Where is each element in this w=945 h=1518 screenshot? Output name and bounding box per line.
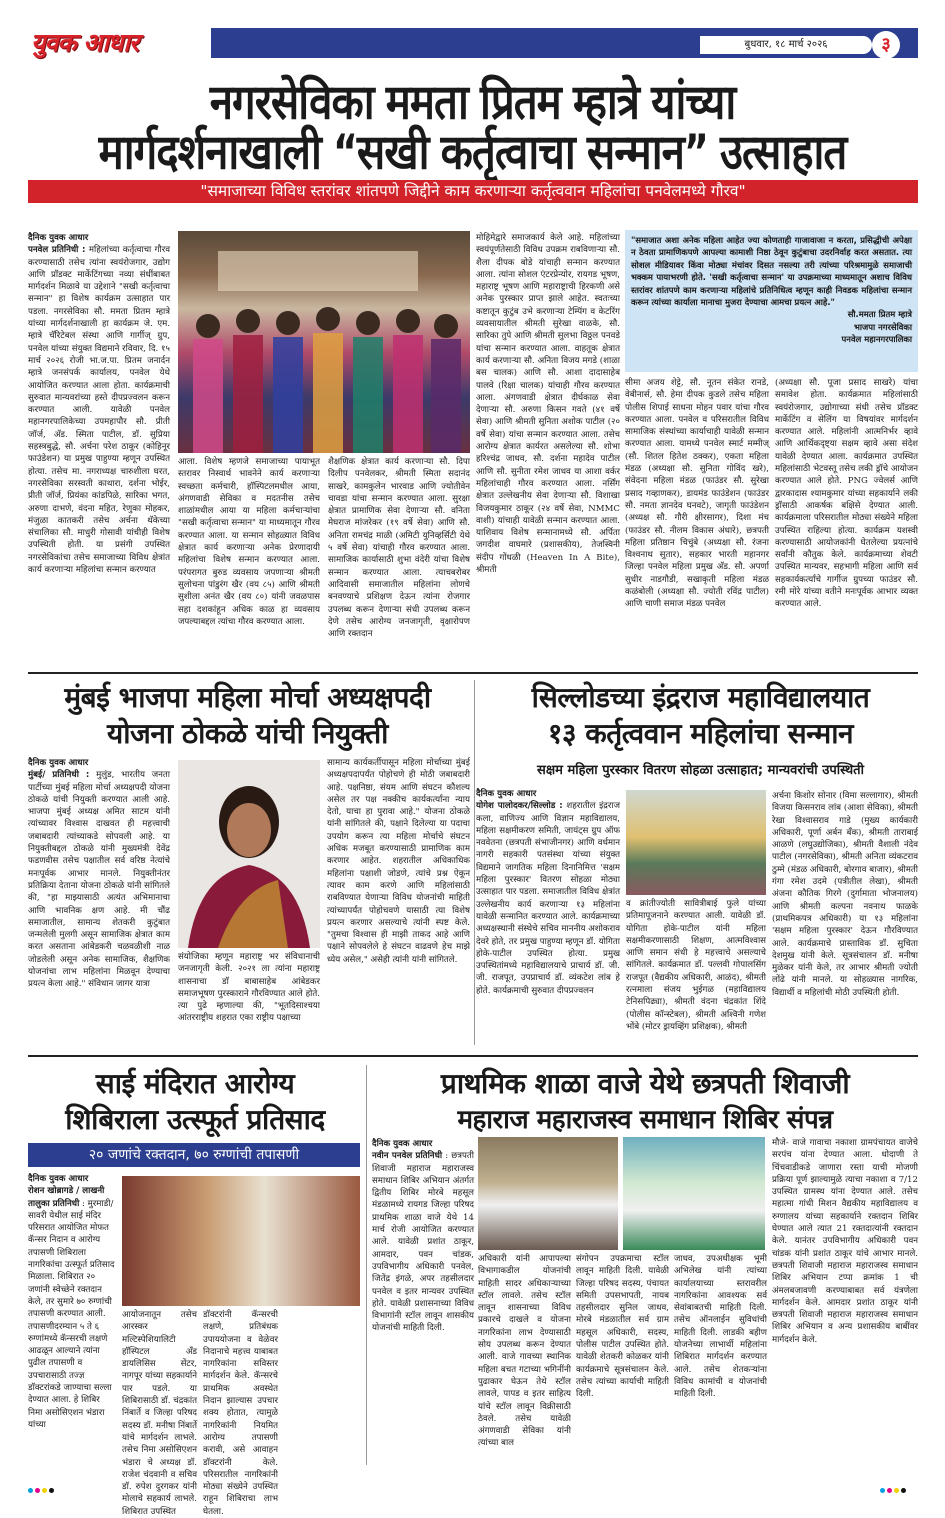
- shala-headline-line1: प्राथमिक शाळा वाजे येथे छत्रपती शिवाजी: [440, 1067, 850, 1100]
- body-text: : छत्रपती शिवाजी महाराज महाराजस्व समाधान शिबिर अभियान अंतर्गत द्वितीय शिबिर मोरबे महसूल मंडळामध्ये रायगड जिल्हा परिषद प्राथमिक शाळा वाजे येथे 14 मार्च रोजी आयोजित करण्यात आले. यावेळी प्रशांत ठाकूर, आमदार, पवन चांडक, उपविभागीय अधिकारी पनवेल, जितेंद्र इंगळे, अपर तहसीलदार पनवेल व इतर मान्यवर उपस्थित होते. यावेळी प्रशासनाच्या विविध विभागांनी स्टॉल लावून शासकीय योजनांची माहिती दिली.: [372, 1151, 474, 1334]
- mumbai-column-2: सामान्य कार्यकर्तीपासून महिला मोर्चाच्या मुंबई अध्यक्षपदापर्यंत पोहोचणे ही मोठी जबाबदारी आहे. पक्षनिष्ठा, संयम आणि संघटन कौशल्य असेल तर पक्ष नक्कीच कार्यकर्त्यांना न्याय देतो, याचा हा पुरावा आहे." योजना ठोकळे यांनी सांगितले की, पक्षाने दिलेल्या या पदाचा उपयोग करून त्या महिला मोर्चाचे संघटन अधिक मजबूत करण्यासाठी प्रामाणिक काम करणार आहेत. शहरातील अधिकाधिक महिलांना पक्षाशी जोडणे, त्यांचे प्रश्न ऐकून त्यावर काम करणे आणि महिलांसाठी राबविण्यात येणाऱ्या विविध योजनांची माहिती त्यांच्यापर्यंत पोहोचवणे यासाठी त्या विशेष प्रयत्न करणार असल्याचे त्यांनी स्पष्ट केले. "तुमचा विश्वास ही माझी ताकद आहे आणि पक्षाने सोपवलेले हे संघटन वाढवणे हेच माझे ध्येय असेल," असेही त्यांनी यांनी सांगितले.: [327, 758, 470, 965]
- shala-column-1: [372, 1138, 474, 1463]
- shala-column-2: अधिकारी यांनी आपापल्या विभागाकडील योजनांची माहिती सादर अधिकाऱ्याच्या स्टॉल लावले. तसेच स्टॉल लावून शासनाच्या विविध प्रकारचे दाखले व योजना नागरिकांना लाभ देण्यासाठी सोय उपलब्ध करून देण्यात आली. वाजे गावच्या स्थानिक महिला बचत गटाच्या भगिनींनी पुढाकार घेऊन तेथे स्टॉल लावले, पापड व इतर साहित्य यांचे स्टॉल लावून विक्रीसाठी ठेवले. तसेच यावेळी अंगणवाडी सेविका यांनी त्यांच्या बाल: [478, 1254, 571, 1449]
- byline: दैनिक युवक आधार: [28, 233, 89, 243]
- body-text: महिलांच्या कर्तृत्वाचा गौरव करण्यासाठी तसेच त्यांना स्वयंरोजगार, उद्योग आणि प्रॉडक्ट मार्केटिंगच्या नव्या संधींबाबत मार्गदर्शन मिळावे या उद्देशाने "सखी कर्तृत्वाचा सन्मान" हा विशेष कार्यक्रम उत्साहात पार पडला. नगरसेविका सौ. ममता प्रितम म्हात्रे यांच्या मार्गदर्शनाखाली हा कार्यक्रम जे. एम. म्हात्रे चॅरिटेबल संस्था आणि गार्गीज् ग्रुप, पनवेल यांच्या संयुक्त विद्यमाने रविवार, दि. १५ मार्च २०२६ रोजी भा.ज.पा. प्रितम जनार्दन म्हात्रे जनसंपर्क कार्यालय, पनवेल येथे आयोजित करण्यात आला होता. कार्यक्रमाची सुरुवात मान्यवरांच्या हस्ते दीपप्रज्वलन करून करण्यात आली. यावेळी पनवेल महानगरपालिकेच्या उपमहापौर सौ. प्रीती जॉर्ज, अ‍ॅड. स्मिता पाटील, डॉ. सुप्रिया सहस्त्रबुद्धे, सौ. अर्चना परेश ठाकूर (कोहिनूर फाउंडेशन) या प्रमुख पाहुण्या म्हणून उपस्थित होत्या. तसेच मा. नगराध्यक्ष चारुशीला घरत, नगरसेविका सरस्वती काथारा, दर्शना भोईर, प्रीती जॉर्ज, प्रियंका कांडपिळे, सारिका भगत, अरुणा दाभणे, वंदना महित, रेणुका मोहकर, मंजुळा कातकरी तसेच अर्चना थॅकेच्या संचालिका सौ. माधुरी गोसावी यांचीही विशेष उपस्थिती होती. या प्रसंगी उपस्थित नगरसेविकांचा तसेच समाजाच्या विविध क्षेत्रांत कार्य करणाऱ्या महिलांचा सन्मान करण्यात: [28, 245, 170, 576]
- lead-column-5: सीमा अजय शेट्टे, सौ. नूतन संकेत रानडे, वेबीनार्स, सौ. हेमा दीपक कुडले तसेच महिला पोलीस शिपाई साधना मोहन पवार यांचा गौरव करण्यात आला. पनवेल व परिसरातील विविध सामाजिक संस्थांच्या कार्याचाही यावेळी सन्मान करण्यात आला. यामध्ये पनवेल स्मार्ट मम्मीज् (सौ. शितल हितेश ठक्कर), एकता महिला मंडळ (अध्यक्षा सौ. सुनिता गोविंद खरे), संवेदना महिला मंडळ (फाउंडर सौ. सुरेखा प्रसाद गव्हाणकर), डायमंड फाउंडेशन (फाउंडर सौ. नमता ज्ञानदेव घनवटे), जागृती फाउंडेशन (अध्यक्ष सौ. गौरी क्षीरसागर), दिशा मंच (फाउंडर सौ. नीलम विकास अंधारे), छत्रपती महिला प्रतिष्ठान चिचुंबे (अध्यक्षा सौ. रंजना विश्वनाथ सुतार), सहकार भारती महानगर जिल्हा पनवेल महिला प्रमुख अ‍ॅड. सौ. अपर्णा सुधीर नाडगौडी, सखाकृती महिला मंडळ कळंबोली (अध्यक्षा सौ. ज्योती रविंद्र पाटील) आणि चाणी समाज मंडळ पनवेल: [625, 378, 769, 610]
- sillod-column-3: अर्चना किशोर सोनार (विमा सल्लागार), श्रीमती विजया किसनराव लांब (आशा सेविका), श्रीमती रेखा विश्वासराव गाडे (मुख्य कार्यकारी अधिकारी, पूर्णा अर्बन बँक), श्रीमती ताराबाई आळणे (लघुउद्योजिका), श्रीमती वैशाली नंदेव पाटील (नगरसेविका), श्रीमती अनिता व्यंकटराव ठुम्मे (मंडळ अधिकारी, बोरगाव बाजार), श्रीमती गंगा रमेश उदमे (पत्रीतील लेखा), श्रीमती अंजना कौतिक गिरगे (दुर्गामाता भोजनालय) आणि श्रीमती कल्पना नवनाथ फाळके (प्राथमिकपत्र अधिकारी) या १३ महिलांना 'सक्षम महिला पुरस्कार' देऊन गौरविण्यात आले. कार्यक्रमाचे प्रास्ताविक डॉ. सुचिता देशमुख यांनी केले. सूत्रसंचालन डॉ. मनीषा मुळेकर यांनी केले, तर आभार श्रीमती ज्योती लोंढे यांनी मानले. या सोहळ्यास नागरिक, विद्यार्थी व महिलांची मोठी उपस्थिती होती.: [772, 791, 918, 998]
- sai-banner: २० जणांचे रक्तदान, ७० रुग्णांची तपासणी: [28, 1143, 360, 1167]
- lead-headline-line2: मार्गदर्शनाखाली “सखी कर्तृत्वाचा सन्मान” उत्साहात: [98, 123, 847, 180]
- byline: दैनिक युवक आधार: [28, 758, 89, 768]
- newspaper-logo: युवक आधार: [28, 26, 211, 59]
- sai-column-1: [28, 1173, 116, 1463]
- byline: दैनिक युवक आधार: [28, 1174, 89, 1184]
- portrait-caption: संयोजिका म्हणून महाराष्ट्र भर संविधानाची जनजागृती केली. २०२१ ला त्यांना महाराष्ट्र शासनाचा डॉ बाबासाहेब आंबेडकर समाजभूषण पुरस्काराने गौरविण्यात आले होते. त्या पुढे म्हणाल्या की, "भूतदिसाश्चया आंतरराष्ट्रीय शहरात एका राष्ट्रीय पक्षाच्या: [178, 952, 320, 1024]
- byline: दैनिक युवक आधार: [476, 789, 537, 799]
- sillod-headline-line1: सिल्लोडच्या इंद्रराज महाविद्यालयात: [531, 681, 870, 714]
- sai-headline-line2: शिबिराला उत्स्फूर्त प्रतिसाद: [65, 1103, 325, 1136]
- registration-dots-left: [28, 1478, 56, 1497]
- shala-column-3: संगोपन उपक्रमाचा स्टॉल लावून माहिती दिली. यावेळी जिल्हा परिषद सदस्य, पंचायत समिती उपसभापती, नायब तहसीलदार सुनिल जाधव, मोरबे मंडळातील सर्व ग्राम महसूल अधिकारी, सदस्य, पोलीस पाटील उपस्थित होते. यावेळी शेतकरी कोळकर यांनी कार्यक्रमाचे सूत्रसंचालन केले. तसेच त्यांच्या कार्याची माहिती दिली.: [576, 1254, 669, 1400]
- lead-column-3: शैक्षणिक क्षेत्रात कार्य करणाऱ्या सौ. दिपा दिलीप पनवेलकर, श्रीमती स्मिता सदानंद साखरे, कामकुलेन भारवाड आणि ज्योतीवेन चावडा यांचा सन्मान करण्यात आला. सुरक्षा क्षेत्रात प्रामाणिक सेवा देणाऱ्या सौ. वनिता मेघराज मांजरेकर (१९ वर्षे सेवा) आणि सौ. अनिता रामचंद्र माळी (अमिटी युनिव्हर्सिटी येथे ५ वर्षे सेवा) यांचाही गौरव करण्यात आला. सामाजिक कार्यासाठी शुभा वंदेरी यांचा विशेष सन्मान करण्यात आला. त्याचबरोबर आदिवासी समाजातील महिलांना लोणचे बनवण्याचे प्रशिक्षण देऊन त्यांना रोजगार उपलब्ध करून देणाऱ्या संधी उपलब्ध करून देणे तसेच आरोग्य जनजागृती, वृक्षारोपण आणि रक्तदान: [328, 457, 470, 640]
- shala-column-5: मौजे- वाजे गावाचा नकाशा ग्रामपंचायत वाजेचे सरपंच यांना देण्यात आला. धोदाणी ते चिंचवाडीकडे जाणारा रस्ता याची मोजणी प्रक्रिया पूर्ण झाल्यामुळे त्याचा नकाशा व 7/12 उपस्थित ग्रामस्थ यांना देण्यात आले. तसेच महात्मा गांधी मिशन वैद्यकीय महाविद्यालय व रुग्णालय यांच्या सहकार्याने रक्तदान शिबिर घेण्यात आले त्यात 21 रक्तदात्यांनी रक्तदान केले. यानंतर उपविभागीय अधिकारी पवन चांडक यांनी प्रशांत ठाकूर यांचे आभार मानले. छत्रपती शिवाजी महाराज महाराजस्व समाधान शिबिर अभियान टप्पा क्रमांक 1 ची अंमलबजावणी करण्याबाबत सर्व यंत्रणेला मार्गदर्शन केले. आमदार प्रशांत ठाकूर यांनी छत्रपती शिवाजी महाराज महाराजस्व समाधान शिबिर अभियान व अन्य प्रशासकीय बाबींवर मार्गदर्शन केले.: [772, 1138, 918, 1345]
- sillod-award-photo: [626, 790, 766, 895]
- mumbai-headline-line1: मुंबई भाजपा महिला मोर्चा अध्यक्षपदी: [64, 681, 431, 714]
- sai-headline-line1: साई मंदिरात आरोग्य: [95, 1067, 295, 1100]
- group-photo-illustration: [178, 231, 470, 453]
- health-camp-photo: [122, 1176, 360, 1306]
- mumbai-headline-line2: योजना ठोकळे यांची नियुक्ती: [107, 717, 388, 750]
- byline: दैनिक युवक आधार: [372, 1139, 433, 1149]
- mumbai-column-1: [28, 757, 170, 1047]
- portrait-illustration: [178, 760, 320, 948]
- sai-column-3: डॉक्टरांनी कॅन्सरची लक्षणे, प्रतिबंधक उपाययोजना व वेळेवर निदानाचे महत्त्व याबाबत नागरिकांना सविस्तर मार्गदर्शन केले. कॅन्सरचे प्राथमिक अवस्थेत निदान झाल्यास उपचार शक्य होतात, त्यामुळे नागरिकांनी नियमित आरोग्य तपासणी करावी, असे आवाहन डॉक्टरांनी केले. परिसरातील नागरिकांनी मोठ्या संख्येने उपस्थित राहून शिबिराचा लाभ घेतला.: [203, 1310, 278, 1517]
- pull-quote-box: [625, 230, 918, 372]
- lead-column-1: [28, 232, 170, 664]
- lead-headline-line1: नगरसेविका ममता प्रितम म्हात्रे यांच्या: [209, 73, 736, 130]
- lead-banner: "समाजाच्या विविध स्तरांवर शांतपणे जिद्दीने काम करणाऱ्या कर्तृत्ववान महिलांचा पनवेलमध्ये गौरव": [28, 180, 918, 203]
- dateline: रोशन खोब्रागडे / लाखनी तालुका प्रतिनिधी: [28, 1186, 105, 1209]
- quote-signature-title: भाजपा नगरसेविका: [854, 321, 912, 332]
- yojana-thokale-portrait: [178, 760, 320, 948]
- column-rule: [366, 1065, 367, 1465]
- lead-photo-women-honored: [178, 231, 470, 453]
- section-divider: [28, 1055, 918, 1057]
- lead-column-4: मोहिमेद्वारे समाजकार्य केले आहे. महिलांच्या स्वयंपूर्णतेसाठी विविध उपक्रम राबविणाऱ्या सौ. शैला दीपक बोडे यांचाही सन्मान करण्यात आला. त्यांना सोशल एंटरप्रेन्योर, रायगड भूषण, महाराष्ट्र भूषण आणि महाराष्ट्राची हिरकणी असे अनेक पुरस्कार प्राप्त झाले आहेत. स्वतःच्या कष्टातून कुटुंब उभे करणाऱ्या टेम्पिंग व केटरिंग व्यवसायातील श्रीमती सुरेखा वाळके, सौ. सारिका तुपे आणि श्रीमती सुलभा विठ्ठल पनवडे यांचा सन्मान करण्यात आला. वाहतूक क्षेत्रात कार्य करणाऱ्या सौ. अनिता विजय मगडे (शाळा बस चालक) आणि सौ. आशा दादासाहेब पालवे (रिक्षा चालक) यांचाही गौरव करण्यात आला. अंगणवाडी क्षेत्रात दीर्घकाळ सेवा देणाऱ्या सौ. अरुणा किसन गवते (४१ वर्षे सेवा) आणि श्रीमती सुनिता अशोक पाटील (२० वर्षे सेवा) यांचा सन्मान करण्यात आला. तसेच आरोग्य क्षेत्रात कार्यरत असलेल्या सौ. शोभा हरिश्चंद्र जाधव, सौ. दर्शना महादेव पाटील आणि सौ. सुनीता रमेश जाधव या आशा वर्कर महिलांचाही गौरव करण्यात आला. नर्सिंग क्षेत्रात उल्लेखनीय सेवा देणाऱ्या सौ. विशाखा विजयकुमार ठाकूर (२४ वर्षे सेवा, NMMC वाशी) यांचाही यावेळी सन्मान करण्यात आला. याशिवाय विशेष सन्मानामध्ये सौ. अर्पिता जगदीश वाघमारे (प्रशासकीय), तेजस्विनी संदीप गोंधळी (Heaven In A Bite), श्रीमती: [476, 233, 620, 576]
- sillod-column-1: [476, 788, 620, 1046]
- quote-signature-name: सौ.ममता प्रितम म्हात्रे: [847, 309, 912, 320]
- lead-column-6: (अध्यक्षा सौ. पूजा प्रसाद साखरे) यांचा समावेश होता. कार्यक्रमात महिलांसाठी स्वयंरोजगार, उद्योगाच्या संधी तसेच प्रॉडक्ट मार्केटिंग व सेलिंग या विषयांवर मार्गदर्शन करण्यात आले. महिलांनी आत्मनिर्भर व्हावे आणि आर्थिकदृष्ट्या सक्षम व्हावे असा संदेश यावेळी देण्यात आला. कार्यक्रमात उपस्थित महिलांसाठी भेटवस्तू तसेच लकी ड्रॉचे आयोजन करण्यात आले होते. PNG ज्वेलर्स आणि द्वारकादास श्यामकुमार यांच्या सहकार्याने लकी ड्रॉसाठी आकर्षक बक्षिसे देण्यात आली. कार्यक्रमाला परिसरातील मोठ्या संख्येने महिला उपस्थित राहिल्या होत्या. कार्यक्रम यशस्वी करण्यासाठी आयोजकांनी घेतलेल्या प्रयत्नांचे सर्वांनी कौतुक केले. कार्यक्रमाच्या शेवटी उपस्थित मान्यवर, सहभागी महिला आणि सर्व सहकार्यकर्त्यांचे गार्गीज ग्रुपच्या फाउंडर सौ. रमी मोरे यांच्या वतीने मनःपूर्वक आभार व्यक्त करण्यात आले.: [775, 378, 918, 610]
- section-divider: [28, 672, 918, 674]
- issue-date: बुधवार, १८ मार्च २०२६: [700, 36, 872, 54]
- body-text: : मुरमाडी/सावरी येथील साई मंदिर परिसरात आयोजित मोफत कॅन्सर निदान व आरोग्य तपासणी शिबिराला नागरिकांचा उत्स्फूर्त प्रतिसाद मिळाला. शिबिरात २० जणांनी स्वेच्छेने रक्तदान केले, तर सुमारे ७० रुग्णांची तपासणी करण्यात आली. तपासणीदरम्यान ५ ते ६ रुग्णांमध्ये कॅन्सरची लक्षणे आढळून आल्याने त्यांना पुढील तपासणी व उपचारासाठी तज्ज्ञ डॉक्टरांकडे जाण्याचा सल्ला देण्यात आला. हे शिबिर निमा असोसिएशन भंडारा यांच्या: [28, 1198, 115, 1430]
- sai-column-2: आयोजनातून तसेच आरस्कर मल्टिस्पेशियालिटी हॉस्पिटल अँड डायलिसिस सेंटर, नागपूर यांच्या सहकार्याने पार पडले. या शिबिरासाठी डॉ. चंद्रकांत निंबार्ते व जिल्हा परिषद सदस्य डॉ. मनीषा निंबार्ते यांचे मार्गदर्शन लाभले. तसेच निमा असोसिएशन भंडारा चे अध्यक्ष डॉ. राजेश चंदवानी व सचिव डॉ. रुपेश दुरगकर यांनी मोलाचे सहकार्य लाभले. शिबिरात उपस्थित: [122, 1310, 197, 1517]
- quote-signature-org: पनवेल महानगरपालिका: [841, 334, 912, 345]
- dateline: योगेश पालोदकर/सिल्लोड :: [476, 801, 563, 812]
- camp-group-photo: [478, 1137, 618, 1250]
- sillod-headline-line2: १३ कर्तृत्ववान महिलांचा सन्मान: [547, 717, 854, 750]
- camp-stage-photo: [623, 1137, 765, 1250]
- registration-dots-right: [880, 1478, 908, 1497]
- body-text: मुलुंड, भारतीय जनता पार्टीच्या मुंबई महिला मोर्चा अध्यक्षपदी योजना ठोकळे यांची नियुक्ती करण्यात आली आहे. भाजपा मुंबई अध्यक्ष अमित साटम यांनी त्यांच्यावर विश्वास दाखवत ही महत्त्वाची जबाबदारी त्यांच्याकडे सोपवली आहे. या नियुक्तीबद्दल ठोकळे यांनी मुख्यमंत्री देवेंद्र फडणवीस तसेच पक्षातील सर्व वरिष्ठ नेत्यांचे मनःपूर्वक आभार मानले. नियुक्तीनंतर प्रतिक्रिया देताना योजना ठोकळे यांनी सांगितले की, "हा माझ्यासाठी अत्यंत अभिमानाचा आणि भावनिक क्षण आहे. मी चौंढ समाजातील, सामान्य शेतकरी कुटुंबात जन्मलेली मुलगी असून सामाजिक क्षेत्रात काम करत असताना आंबेडकरी चळवळीशी नाळ जोडलेली असून अनेक सामाजिक, शैक्षणिक योजनांचा लाभ महिलांना मिळवून देण्याचा प्रयत्न केला आहे." संविधान जागर यात्रा: [28, 770, 170, 990]
- dateline: पनवेल प्रतिनिधी :: [28, 245, 86, 256]
- dateline: मुंबई/ प्रतिनिधी :: [28, 770, 90, 781]
- dateline: नवीन पनवेल प्रतिनिधी: [372, 1151, 443, 1162]
- sai-column-3-continued: [284, 1309, 360, 1461]
- quote-text: "समाजात अशा अनेक महिला आहेत ज्या कोणताही गाजावाजा न करता, प्रसिद्धीची अपेक्षा न ठेवता प्रामाणिकपणे आपल्या कामाशी निष्ठा ठेवून कुटुंबाचा उदरनिर्वाह करत असतात. त्या सोशल मीडियावर किंवा मोठ्या मंचांवर दिसत नसल्या तरी त्यांच्या परिश्रमामुळे समाजाची भक्कम पायाभरणी होते. 'सखी कर्तृत्वाचा सन्मान' या उपक्रमाच्या माध्यमातून अशाच विविध स्तरांवर शांतपणे काम करणाऱ्या महिलांचे प्रतिनिधित्व म्हणून काही निवडक महिलांचा सन्मान करून त्यांच्या कार्याला मानाचा मुजरा देण्याचा आमचा प्रयत्न आहे.": [631, 235, 912, 308]
- page-number: ३: [872, 31, 900, 59]
- body-text: शहरातील इंद्रराज कला, वाणिज्य आणि विज्ञान महाविद्यालय, महिला सक्षमीकरण समिती, जायंट्स ग्रुप ऑफ नववेतना (छत्रपती संभाजीनगर) आणि वर्धमान नागरी सहकारी पतसंस्था यांच्या संयुक्त विद्यमाने जागतिक महिला दिनानिमित्त 'सक्षम महिला पुरस्कार' वितरण सोहळा मोठ्या उत्साहात पार पडला. समाजातील विविध क्षेत्रांत उल्लेखनीय कार्य करणाऱ्या १३ महिलांना यावेळी सन्मानित करण्यात आले. कार्यक्रमाच्या अध्यक्षस्थानी संस्थेचे सचिव माननीय अशोकराव देवरे होते, तर प्रमुख पाहुण्या म्हणून डॉ. योगिता होके-पाटील उपस्थित होत्या. प्रमुख उपस्थितांमध्ये महाविद्यालयाचे प्राचार्य डॉ. जी. जी. राजपूत, उपप्राचार्य डॉ. व्यंकटेश लांब हे होते. कार्यक्रमाची सुरुवात दीपप्रज्वलन: [476, 801, 620, 996]
- shala-column-4: जाधव, उपअधीक्षक भूमी अभिलेख यांनी त्यांच्या कार्यालयाच्या स्तरावरील नागरिकांना आवश्यक सर्व सेवांबाबतची माहिती दिली. तसेच ऑनलाईन सुविधांची माहिती दिली. लाडकी बहीण योजनेच्या लाभार्थी महिलांना शिबिरात मार्गदर्शन करण्यात आले. तसेच शेतकऱ्यांना विविध कामांची व योजनांची माहिती दिली.: [674, 1254, 767, 1400]
- sillod-subheadline: सक्षम महिला पुरस्कार वितरण सोहळा उत्साहात; मान्यवरांची उपस्थिती: [537, 763, 864, 778]
- sillod-column-2: व क्रांतीज्योती सावित्रीबाई फुले यांच्या प्रतिमापूजनाने करण्यात आली. यावेळी डॉ. योगिता होके-पाटील यांनी महिला सक्षमीकरणासाठी शिक्षण, आत्मविश्वास आणि समान संधी हे महत्त्वाचे असल्याचे सांगितले. कार्यक्रमात डॉ. पल्लवी गोपालसिंग राजपूत (वैद्यकीय अधिकारी, आळंद), श्रीमती रत्नमाला संजय भुईगळ (महाविद्यालय टेनिसपिढ्या), श्रीमती वंदना चंद्रकांत शिंदे (पोलीस कॉन्स्टेबल), श्रीमती अश्विनी गणेश भोंबे (मोटर ड्रायव्हिंग प्रशिक्षक), श्रीमती: [626, 899, 766, 1032]
- column-rule: [474, 680, 475, 1045]
- lead-column-2: आला. विशेष म्हणजे समाजाच्या पायाभूत स्तरावर निस्वार्थ भावनेने कार्य करणाऱ्या स्वच्छता कर्मचारी, हॉस्पिटलमधील आया, अंगणवाडी सेविका व मदतनीस तसेच शाळांमधील आया या महिला कर्मचाऱ्यांचा "सखी कर्तृत्वाचा सन्मान" या माध्यमातून गौरव करण्यात आला. या सन्मान सोहळ्यात विविध क्षेत्रात कार्य करणाऱ्या अनेक प्रेरणादायी महिलांचा विशेष सन्मान करण्यात आला. परंपरागत बुरुड व्यवसाय जपणाऱ्या श्रीमती सुलोचना पांडुरंग खैर (वय ८५) आणि श्रीमती सुशीला अनंत खैर (वय ८०) यांनी जवळपास सहा दशकांहून अधिक काळ हा व्यवसाय जपल्याबद्दल त्यांचा गौरव करण्यात आला.: [178, 457, 320, 627]
- shala-headline-line2: महाराज महाराजस्व समाधान शिबिर संपन्न: [457, 1105, 833, 1135]
